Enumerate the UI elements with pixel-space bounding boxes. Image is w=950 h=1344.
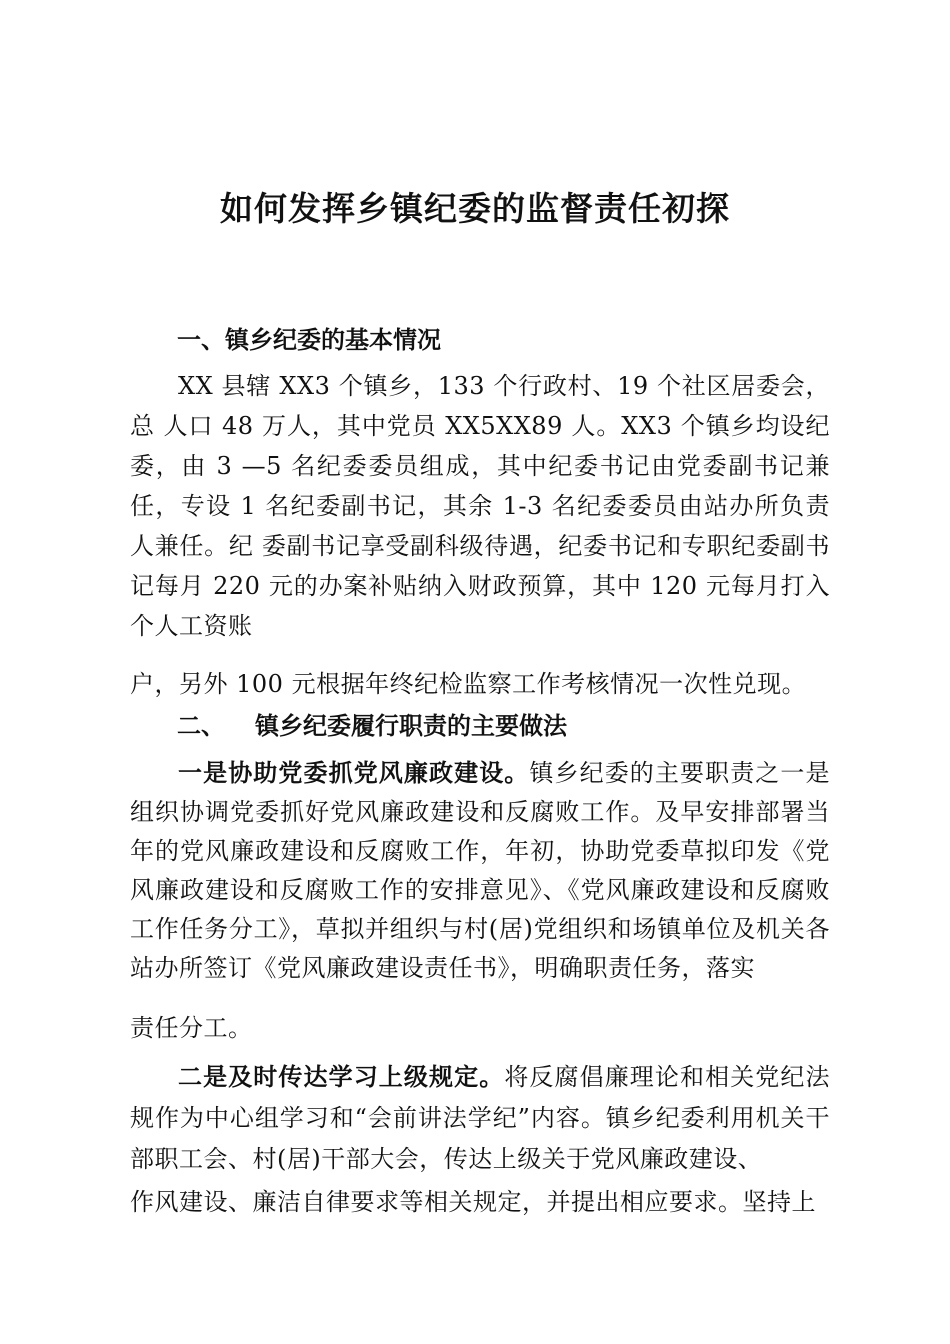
section-heading-main-practices xyxy=(177,708,567,744)
section-heading-basic-info: 一、镇乡纪委的基本情况 xyxy=(177,326,441,354)
paragraph-item-2-tail: 作风建设、廉洁自律要求等相关规定，并提出相应要求。坚持上 xyxy=(130,1188,816,1216)
item-2-lead: 二是及时传达学习上级规定。 xyxy=(178,1063,505,1091)
paragraph-item-1 xyxy=(130,754,830,988)
item-1-lead: 一是协助党委抓党风廉政建设。 xyxy=(178,759,530,787)
item-2-body: 将反腐倡廉理论和相关党纪法规作为中心组学习和“会前讲法学纪”内容。镇乡纪委利用机关干部职工会、村(居)干部大会，传达上级关于党风廉政建设、 xyxy=(130,1063,831,1173)
section-heading-text: 镇乡纪委履行职责的主要做法 xyxy=(255,712,567,740)
section-heading-number: 二、 xyxy=(177,712,225,740)
paragraph-item-1-tail: 责任分工。 xyxy=(130,1014,253,1042)
document-title: 如何发挥乡镇纪委的监督责任初探 xyxy=(220,189,730,228)
paragraph-basic-info: XX 县辖 XX3 个镇乡，133 个行政村、19 个社区居委会，总 人口 48 万人，其中党员 XX5XX89 人。XX3 个镇乡均设纪委，由 3 —5 名纪委委员组成，其中纪委书记由党委副书记兼任，专设 1 名纪委副书记，其余 1-3 名纪委委员由站办所负责人兼任。纪 委副书记享受副科级待遇，纪委书记和专职纪委副书记每月 220 元的办案补贴纳入财政预算，其中 120 元每月打入个人工资账 xyxy=(130,372,830,640)
item-1-body: 镇乡纪委的主要职责之一是组织协调党委抓好党风廉政建设和反腐败工作。及早安排部署当年的党风廉政建设和反腐败工作，年初，协助党委草拟印发《党风廉政建设和反腐败工作的安排意见》、《党风廉政建设和反腐败工作任务分工》，草拟并组织与村(居)党组织和场镇单位及机关各站办所签订《党风廉政建设责任书》，明确职责任务，落实 xyxy=(130,759,831,982)
paragraph-item-2 xyxy=(130,1057,830,1180)
paragraph-basic-info-continuation: 户，另外 100 元根据年终纪检监察工作考核情况一次性兑现。 xyxy=(130,670,807,698)
